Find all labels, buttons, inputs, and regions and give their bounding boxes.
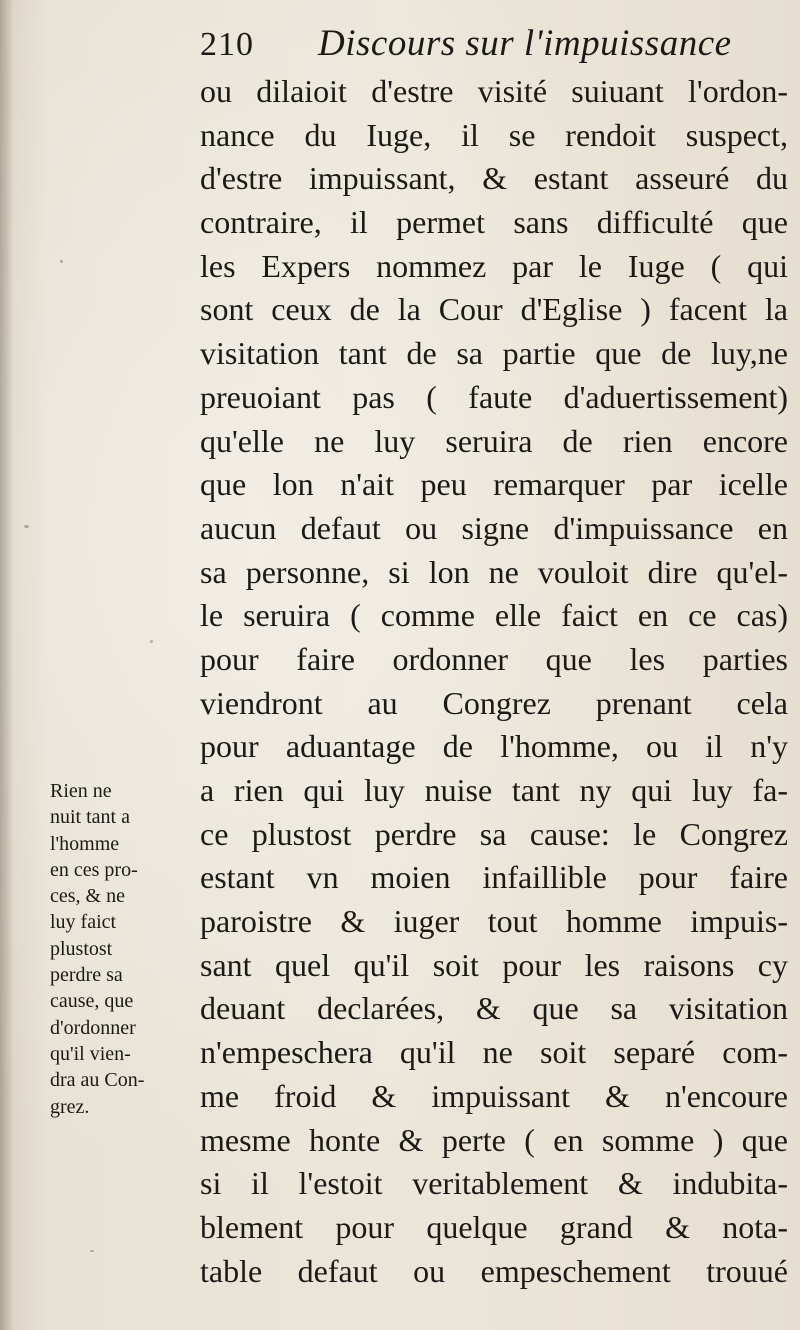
text-line: n'empeschera qu'il ne soit separé com- [200, 1034, 788, 1071]
margin-note-line: d'ordonner [50, 1016, 136, 1039]
page-header [200, 22, 790, 70]
running-title: Discours sur l'impuissance [318, 23, 732, 64]
paper-speck [60, 260, 63, 263]
text-line: sont ceux de la Cour d'Eglise ) facent la [200, 291, 788, 328]
margin-note-line: plustost [50, 937, 113, 960]
margin-note [50, 778, 182, 1120]
paper-speck [90, 1250, 94, 1252]
text-line: le seruira ( comme elle faict en ce cas) [200, 597, 788, 634]
text-line: a rien qui luy nuise tant ny qui luy fa- [200, 772, 788, 808]
text-line: contraire, il permet sans difficulté que [200, 204, 788, 241]
margin-note-line: luy faict [50, 911, 117, 934]
paper-speck [24, 525, 29, 528]
margin-note-line: nuit tant a [50, 806, 130, 829]
body-text [200, 70, 788, 1293]
margin-note-line: cause, que [50, 990, 134, 1013]
paper-speck [150, 640, 153, 643]
text-line: blement pour quelque grand & nota- [200, 1208, 788, 1245]
text-line: pour aduantage de l'homme, ou il n'y [200, 728, 788, 765]
margin-note-line: l'homme [50, 832, 120, 855]
text-line: ou dilaioit d'estre visité suiuant l'ordon- [200, 73, 788, 109]
text-line: pour faire ordonner que les parties [200, 640, 788, 677]
margin-note-line: ces, & ne [50, 885, 125, 908]
margin-note-line: perdre sa [50, 964, 123, 987]
text-line: paroistre & iuger tout homme impuis- [200, 903, 788, 940]
text-line: table defaut ou empeschement trouué [200, 1252, 788, 1289]
margin-note-line: Rien ne [50, 780, 112, 802]
gutter-shadow [0, 0, 14, 1330]
page-number: 210 [200, 26, 254, 63]
text-line: preuoiant pas ( faute d'aduertissement) [200, 378, 788, 415]
text-line: estant vn moien infaillible pour faire [200, 859, 788, 896]
text-line: me froid & impuissant & n'encoure [200, 1077, 788, 1114]
text-line: ce plustost perdre sa cause: le Congrez [200, 815, 788, 852]
text-line: nance du Iuge, il se rendoit suspect, [200, 116, 788, 153]
text-line: d'estre impuissant, & estant asseuré du [200, 160, 788, 197]
text-line: aucun defaut ou signe d'impuissance en [200, 509, 788, 546]
text-line: si il l'estoit veritablement & indubita- [200, 1165, 788, 1202]
text-line: sa personne, si lon ne vouloit dire qu'el- [200, 553, 788, 590]
text-line: viendront au Congrez prenant cela [200, 684, 788, 721]
text-line: sant quel qu'il soit pour les raisons cy [200, 946, 788, 983]
margin-note-line: en ces pro- [50, 858, 138, 881]
margin-note-line: grez. [50, 1095, 90, 1118]
text-line: qu'elle ne luy seruira de rien encore [200, 422, 788, 459]
margin-note-line: qu'il vien- [50, 1042, 131, 1065]
text-line: mesme honte & perte ( en somme ) que [200, 1121, 788, 1158]
margin-note-line: dra au Con- [50, 1069, 145, 1092]
text-line: deuant declarées, & que sa visitation [200, 990, 788, 1027]
text-line: que lon n'ait peu remarquer par icelle [200, 466, 788, 503]
text-line: visitation tant de sa partie que de luy,ne [200, 335, 788, 372]
text-line: les Expers nommez par le Iuge ( qui [200, 247, 788, 284]
